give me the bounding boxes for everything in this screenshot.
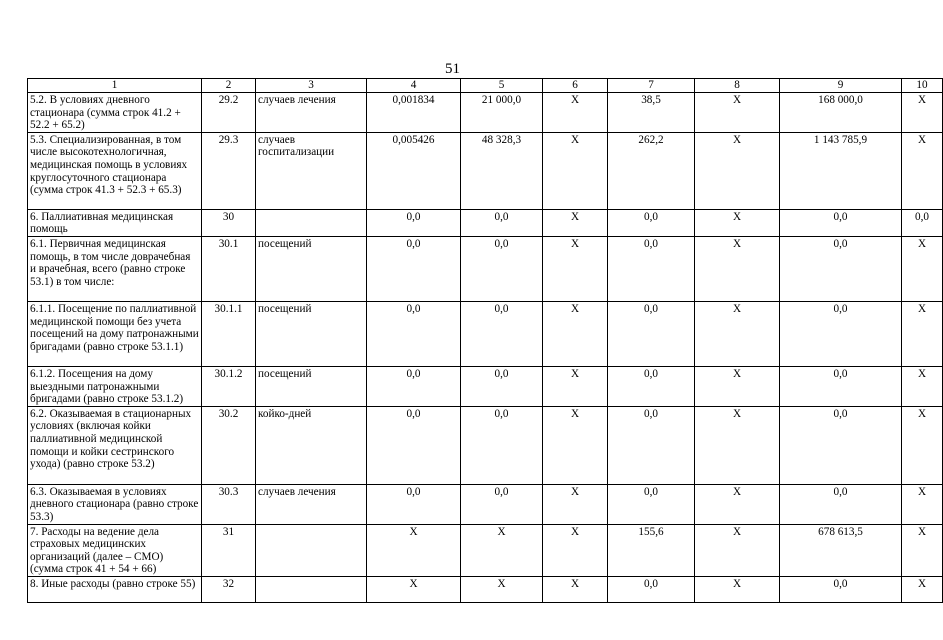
- table-cell: [367, 524, 461, 576]
- cell-text: 0,0: [406, 210, 421, 223]
- table-cell: [780, 524, 902, 576]
- table-cell: [202, 366, 256, 406]
- column-header: 9: [780, 79, 902, 93]
- table-cell: [780, 484, 902, 524]
- table-cell: [367, 132, 461, 209]
- cell-text: 30.1: [218, 237, 239, 250]
- table-cell: [202, 484, 256, 524]
- table-cell: [28, 484, 202, 524]
- table-cell: [695, 209, 780, 236]
- table-row: [28, 93, 943, 133]
- table-cell: [367, 576, 461, 602]
- cell-text: 6.2. Оказываемая в стационарных условиях (включая койки паллиативной медицинской помощи и койки сестринского ухода) (равно строке 53.2): [30, 407, 192, 471]
- cell-text: [258, 577, 364, 578]
- cell-text: Х: [497, 577, 506, 590]
- table-row: [28, 524, 943, 576]
- cell-text: 155,6: [638, 525, 664, 538]
- cell-text: 30.1.1: [214, 302, 243, 315]
- cell-text: посещений: [258, 367, 312, 380]
- table-cell: [461, 406, 543, 484]
- table-cell: [902, 524, 943, 576]
- table-cell: [256, 236, 367, 301]
- cell-text: 6.1. Первичная медицинская помощь, в том числе доврачебная и врачебная, всего (равно строке 53.1) в том числе:: [30, 237, 191, 288]
- table-cell: [543, 524, 608, 576]
- table-header-row: [28, 79, 943, 93]
- cell-text: 0,0: [494, 302, 509, 315]
- cell-text: 30: [222, 210, 235, 223]
- cell-text: 0,0: [406, 302, 421, 315]
- cell-text: Х: [497, 525, 506, 538]
- cell-text: Х: [732, 133, 742, 146]
- table-cell: [608, 93, 695, 133]
- table-cell: [461, 484, 543, 524]
- cell-text: 6.1.1. Посещение по паллиативной медицинской помощи без учета посещений на дому патронажными бригадами (равно строке 53.1.1): [30, 302, 199, 353]
- cell-text: Х: [570, 133, 580, 146]
- table-cell: [461, 209, 543, 236]
- cell-text: 0,0: [644, 210, 658, 223]
- table-cell: [780, 132, 902, 209]
- table-cell: [202, 132, 256, 209]
- cell-text: 0,0: [494, 237, 509, 250]
- table-cell: [461, 93, 543, 133]
- table-cell: [461, 366, 543, 406]
- cell-text: 5.3. Специализированная, в том числе высокотехнологичная, медицинская помощь в условиях круглосуточного стационара (сумма строк 41.3 + 52.3 + 65.3): [30, 133, 188, 197]
- table-cell: [608, 301, 695, 366]
- table-cell: [202, 406, 256, 484]
- cell-text: посещений: [258, 302, 312, 315]
- cell-text: койко-дней: [258, 407, 312, 420]
- cell-text: 0,005426: [392, 133, 435, 146]
- table-cell: [256, 406, 367, 484]
- column-header: 8: [695, 79, 780, 93]
- cell-text: 0,0: [494, 367, 509, 380]
- cell-text: Х: [732, 577, 742, 590]
- cell-text: 30.3: [218, 485, 239, 498]
- page-number: 51: [445, 61, 460, 77]
- table-cell: [780, 406, 902, 484]
- cell-text: случаев лечения: [258, 94, 336, 106]
- table-cell: [780, 236, 902, 301]
- cell-text: Х: [570, 237, 580, 250]
- table-cell: [202, 524, 256, 576]
- data-table: [27, 78, 943, 603]
- column-header: 10: [902, 79, 943, 93]
- table-cell: [256, 301, 367, 366]
- table-cell: [695, 576, 780, 602]
- cell-text: случаев лечения: [258, 485, 336, 498]
- cell-text: 21 000,0: [481, 94, 522, 106]
- cell-text: Х: [570, 302, 580, 315]
- cell-text: Х: [732, 485, 742, 498]
- table-row: [28, 209, 943, 236]
- column-header: 7: [608, 79, 695, 93]
- cell-text: 0,0: [833, 302, 848, 315]
- table-cell: [695, 524, 780, 576]
- table-cell: [543, 236, 608, 301]
- cell-text: Х: [570, 577, 580, 590]
- table-cell: [202, 93, 256, 133]
- cell-text: Х: [917, 302, 927, 315]
- cell-text: Х: [917, 525, 927, 538]
- column-header: 6: [543, 79, 608, 93]
- table-cell: [608, 209, 695, 236]
- table-cell: [461, 301, 543, 366]
- table-cell: [695, 301, 780, 366]
- cell-text: Х: [732, 525, 742, 538]
- table-cell: [608, 484, 695, 524]
- table-cell: [367, 484, 461, 524]
- table-cell: [202, 576, 256, 602]
- cell-text: 678 613,5: [818, 525, 863, 538]
- table-cell: [256, 132, 367, 209]
- table-cell: [28, 301, 202, 366]
- cell-text: [258, 210, 364, 211]
- cell-text: Х: [732, 94, 742, 106]
- table-cell: [367, 301, 461, 366]
- cell-text: 8. Иные расходы (равно строке 55): [30, 577, 196, 590]
- table-cell: [543, 366, 608, 406]
- cell-text: 0,0: [644, 367, 658, 380]
- table-cell: [902, 484, 943, 524]
- table-cell: [543, 301, 608, 366]
- cell-text: Х: [917, 485, 927, 498]
- cell-text: 0,0: [494, 210, 509, 223]
- cell-text: 0,0: [833, 407, 848, 420]
- cell-text: 0,0: [915, 210, 929, 223]
- table-cell: [256, 366, 367, 406]
- cell-text: Х: [917, 133, 927, 146]
- column-header: 3: [256, 79, 367, 93]
- table-cell: [695, 366, 780, 406]
- cell-text: Х: [570, 525, 580, 538]
- table-cell: [28, 209, 202, 236]
- cell-text: 0,0: [644, 237, 658, 250]
- table-cell: [461, 236, 543, 301]
- cell-text: 262,2: [638, 133, 664, 146]
- column-header: 2: [202, 79, 256, 93]
- table-cell: [461, 524, 543, 576]
- table-cell: [902, 132, 943, 209]
- table-cell: [256, 576, 367, 602]
- table-cell: [543, 93, 608, 133]
- cell-text: [258, 525, 364, 526]
- table-cell: [780, 209, 902, 236]
- cell-text: 0,0: [833, 367, 848, 380]
- cell-text: 31: [222, 525, 235, 538]
- cell-text: 0,0: [494, 407, 509, 420]
- cell-text: 30.2: [218, 407, 239, 420]
- cell-text: 0,0: [644, 407, 658, 420]
- table-cell: [695, 93, 780, 133]
- cell-text: 0,0: [644, 485, 658, 498]
- cell-text: Х: [570, 407, 580, 420]
- table-row: [28, 484, 943, 524]
- table-cell: [367, 93, 461, 133]
- cell-text: 6. Паллиативная медицинская помощь: [30, 210, 174, 236]
- cell-text: Х: [409, 577, 418, 590]
- table-cell: [461, 576, 543, 602]
- cell-text: 29.3: [218, 133, 239, 146]
- table-cell: [695, 236, 780, 301]
- table-cell: [367, 406, 461, 484]
- cell-text: Х: [917, 367, 927, 380]
- cell-text: 0,0: [833, 237, 848, 250]
- table-cell: [28, 366, 202, 406]
- table-cell: [902, 93, 943, 133]
- cell-text: Х: [732, 367, 742, 380]
- table-cell: [256, 484, 367, 524]
- table-row: [28, 576, 943, 602]
- cell-text: 5.2. В условиях дневного стационара (сумма строк 41.2 + 52.2 + 65.2): [30, 94, 181, 132]
- cell-text: 1 143 785,9: [813, 133, 868, 146]
- table-cell: [256, 209, 367, 236]
- cell-text: 32: [222, 577, 235, 590]
- cell-text: 0,0: [406, 367, 421, 380]
- table-cell: [202, 209, 256, 236]
- table-cell: [608, 576, 695, 602]
- table-cell: [28, 524, 202, 576]
- cell-text: 0,0: [833, 485, 848, 498]
- table-cell: [543, 209, 608, 236]
- table-cell: [695, 484, 780, 524]
- cell-text: 0,0: [406, 485, 421, 498]
- table-row: [28, 366, 943, 406]
- table-cell: [543, 406, 608, 484]
- table-cell: [780, 576, 902, 602]
- cell-text: 0,0: [494, 485, 509, 498]
- table-cell: [780, 366, 902, 406]
- table-cell: [543, 576, 608, 602]
- table-cell: [367, 209, 461, 236]
- cell-text: Х: [570, 94, 580, 106]
- cell-text: Х: [917, 407, 927, 420]
- cell-text: Х: [570, 485, 580, 498]
- table-cell: [902, 366, 943, 406]
- table-cell: [780, 301, 902, 366]
- column-header: 5: [461, 79, 543, 93]
- cell-text: Х: [732, 407, 742, 420]
- cell-text: 6.1.2. Посещения на дому выездными патронажными бригадами (равно строке 53.1.2): [30, 367, 184, 406]
- cell-text: 29.2: [218, 94, 239, 106]
- cell-text: случаев госпитализации: [258, 133, 335, 159]
- table-cell: [367, 366, 461, 406]
- table-row: [28, 406, 943, 484]
- cell-text: Х: [917, 94, 927, 106]
- cell-text: 6.3. Оказываемая в условиях дневного стационара (равно строке 53.3): [30, 485, 199, 523]
- table-cell: [461, 132, 543, 209]
- cell-text: 30.1.2: [214, 367, 243, 380]
- cell-text: 168 000,0: [818, 94, 863, 106]
- cell-text: Х: [409, 525, 418, 538]
- table-cell: [902, 406, 943, 484]
- table-cell: [902, 236, 943, 301]
- cell-text: 7. Расходы на ведение дела страховых медицинских организаций (далее – СМО) (сумма строк 41 + 54 + 66): [30, 525, 164, 576]
- table-cell: [28, 576, 202, 602]
- cell-text: 0,0: [644, 577, 658, 590]
- table-cell: [256, 524, 367, 576]
- cell-text: Х: [732, 210, 742, 223]
- table-cell: [902, 301, 943, 366]
- table-cell: [608, 524, 695, 576]
- table-cell: [608, 236, 695, 301]
- cell-text: Х: [570, 367, 580, 380]
- table-cell: [202, 301, 256, 366]
- table-cell: [28, 236, 202, 301]
- table-cell: [902, 576, 943, 602]
- cell-text: 0,001834: [392, 94, 435, 106]
- table-cell: [543, 484, 608, 524]
- table-cell: [608, 366, 695, 406]
- column-header: 4: [367, 79, 461, 93]
- table-cell: [902, 209, 943, 236]
- table-cell: [543, 132, 608, 209]
- cell-text: 0,0: [406, 237, 421, 250]
- cell-text: посещений: [258, 237, 312, 250]
- cell-text: Х: [570, 210, 580, 223]
- table-cell: [780, 93, 902, 133]
- table-cell: [28, 93, 202, 133]
- cell-text: Х: [732, 237, 742, 250]
- cell-text: Х: [732, 302, 742, 315]
- table-row: [28, 132, 943, 209]
- cell-text: 0,0: [833, 577, 848, 590]
- table-cell: [256, 93, 367, 133]
- table-cell: [367, 236, 461, 301]
- table-cell: [202, 236, 256, 301]
- table-cell: [608, 132, 695, 209]
- cell-text: Х: [917, 577, 927, 590]
- cell-text: Х: [917, 237, 927, 250]
- cell-text: 38,5: [641, 94, 661, 106]
- cell-text: 0,0: [833, 210, 848, 223]
- table-cell: [28, 132, 202, 209]
- cell-text: 48 328,3: [481, 133, 522, 146]
- table-row: [28, 301, 943, 366]
- table-cell: [608, 406, 695, 484]
- table-cell: [695, 132, 780, 209]
- cell-text: 0,0: [644, 302, 658, 315]
- cell-text: 0,0: [406, 407, 421, 420]
- table-cell: [695, 406, 780, 484]
- table-row: [28, 236, 943, 301]
- column-header: 1: [28, 79, 202, 93]
- table-cell: [28, 406, 202, 484]
